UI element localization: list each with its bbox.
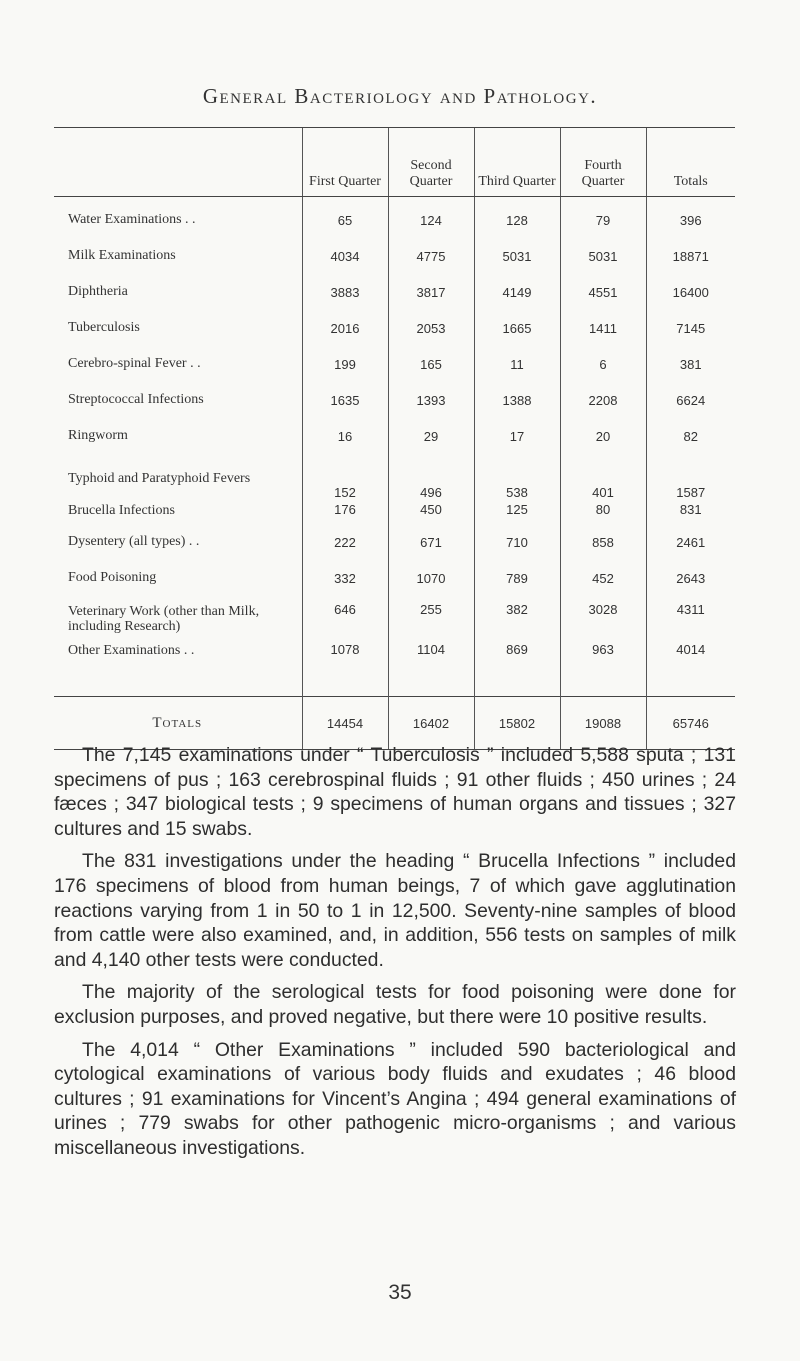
cell-total: 82	[646, 418, 735, 454]
cell-value: 1665	[474, 310, 560, 346]
total-third-quarter: 15802	[474, 697, 560, 750]
cell-value: 176	[302, 502, 388, 524]
cell-value: 1635	[302, 382, 388, 418]
cell-value: 124	[388, 197, 474, 239]
cell-total: 7145	[646, 310, 735, 346]
cell-value: 1070	[388, 560, 474, 596]
table-row	[54, 382, 735, 418]
cell-value: 3028	[560, 596, 646, 642]
paragraph-tuberculosis: The 7,145 examinations under “ Tuberculosis ” included 5,588 sputa ; 131 specimens of pus ; 163 cerebrospinal fluids ; 91 other fluids ; 450 urines ; 24 fæces ; 347 biological tests ; 9 specimens of human organs and tissues ; 327 cultures and 15 swabs.	[54, 744, 736, 840]
cell-value: 496	[388, 454, 474, 502]
header-category	[54, 128, 302, 197]
paragraph-food-poisoning: The majority of the serological tests for food poisoning were done for exclusion purposes, and proved negative, but there were 10 positive results.	[54, 981, 736, 1028]
cell-value: 538	[474, 454, 560, 502]
page-number: 35	[388, 1281, 412, 1304]
table-row	[54, 454, 735, 502]
total-first-quarter: 14454	[302, 697, 388, 750]
table-row	[54, 596, 735, 642]
row-label: Streptococcal Infections	[68, 392, 204, 407]
row-label: Diphtheria	[68, 284, 128, 299]
cell-value: 869	[474, 642, 560, 664]
cell-value: 5031	[474, 238, 560, 274]
row-label: Typhoid and Paratyphoid Fevers	[68, 470, 251, 486]
cell-value: 4551	[560, 274, 646, 310]
row-label: Cerebro-spinal Fever . .	[68, 356, 201, 371]
cell-value: 80	[560, 502, 646, 524]
examinations-table	[54, 127, 735, 750]
cell-value: 710	[474, 524, 560, 560]
row-label: Tuberculosis	[68, 320, 140, 335]
row-label: Ringworm	[68, 428, 128, 443]
table-row	[54, 238, 735, 274]
row-label: Dysentery (all types) . .	[68, 534, 200, 549]
cell-value: 858	[560, 524, 646, 560]
paragraph-brucella: The 831 investigations under the heading “ Brucella Infections ” included 176 specimens of blood from human beings, 7 of which gave agglutination reactions varying from 1 in 50 to 1 in 12,500. Seventy-nine samples of blood from cattle were also examined, and, in addition, 556 tests on samples of milk and 4,140 other tests were conducted.	[54, 850, 736, 971]
body-text	[54, 743, 736, 1169]
cell-value: 222	[302, 524, 388, 560]
cell-value: 125	[474, 502, 560, 524]
header-fourth-quarter: Fourth Quarter	[560, 128, 646, 197]
cell-value: 1078	[302, 642, 388, 664]
grand-total: 65746	[646, 697, 735, 750]
cell-value: 382	[474, 596, 560, 642]
table-row	[54, 274, 735, 310]
cell-total: 1587	[646, 454, 735, 502]
table-row	[54, 418, 735, 454]
cell-value: 4775	[388, 238, 474, 274]
table-row	[54, 310, 735, 346]
cell-total: 4014	[646, 642, 735, 664]
cell-total: 2461	[646, 524, 735, 560]
table-spacer-row	[54, 664, 735, 697]
cell-value: 2053	[388, 310, 474, 346]
cell-value: 2016	[302, 310, 388, 346]
cell-value: 6	[560, 346, 646, 382]
header-second-quarter: Second Quarter	[388, 128, 474, 197]
table-row	[54, 197, 735, 239]
cell-value: 646	[302, 596, 388, 642]
header-totals: Totals	[646, 128, 735, 197]
cell-value: 20	[560, 418, 646, 454]
table-row	[54, 502, 735, 524]
cell-value: 671	[388, 524, 474, 560]
row-label: Brucella Infections	[68, 503, 175, 518]
cell-value: 1393	[388, 382, 474, 418]
cell-value: 3817	[388, 274, 474, 310]
cell-value: 789	[474, 560, 560, 596]
row-label: Water Examinations . .	[68, 212, 196, 227]
cell-value: 165	[388, 346, 474, 382]
cell-value: 963	[560, 642, 646, 664]
table-row	[54, 524, 735, 560]
cell-value: 2208	[560, 382, 646, 418]
cell-value: 152	[302, 454, 388, 502]
cell-value: 128	[474, 197, 560, 239]
cell-value: 3883	[302, 274, 388, 310]
cell-total: 16400	[646, 274, 735, 310]
cell-value: 16	[302, 418, 388, 454]
cell-value: 17	[474, 418, 560, 454]
totals-row	[54, 697, 735, 750]
cell-total: 381	[646, 346, 735, 382]
row-label: Food Poisoning	[68, 570, 157, 585]
cell-value: 332	[302, 560, 388, 596]
total-fourth-quarter: 19088	[560, 697, 646, 750]
cell-total: 831	[646, 502, 735, 524]
cell-value: 79	[560, 197, 646, 239]
table-row	[54, 560, 735, 596]
cell-total: 396	[646, 197, 735, 239]
cell-total: 6624	[646, 382, 735, 418]
cell-value: 5031	[560, 238, 646, 274]
cell-value: 199	[302, 346, 388, 382]
table-row	[54, 642, 735, 664]
total-second-quarter: 16402	[388, 697, 474, 750]
cell-value: 1104	[388, 642, 474, 664]
page-heading: General Bacteriology and Pathology.	[202, 84, 598, 108]
header-first-quarter: First Quarter	[302, 128, 388, 197]
cell-value: 11	[474, 346, 560, 382]
cell-value: 450	[388, 502, 474, 524]
paragraph-other-examinations: The 4,014 “ Other Examinations ” included 590 bacteriological and cytological examinations of various body fluids and exudates ; 46 blood cultures ; 91 examinations for Vincent’s Angina ; 494 general examinations of urines ; 779 swabs for other pathogenic micro-organisms ; and various miscellaneous investigations.	[54, 1038, 736, 1159]
cell-value: 452	[560, 560, 646, 596]
header-third-quarter: Third Quarter	[474, 128, 560, 197]
table-row	[54, 346, 735, 382]
totals-label: Totals	[54, 697, 302, 750]
cell-total: 18871	[646, 238, 735, 274]
cell-value: 29	[388, 418, 474, 454]
row-label: Milk Examinations	[68, 248, 176, 263]
cell-total: 4311	[646, 596, 735, 642]
cell-value: 1388	[474, 382, 560, 418]
cell-value: 255	[388, 596, 474, 642]
table-header-row	[54, 128, 735, 197]
cell-value: 4034	[302, 238, 388, 274]
row-label: Veterinary Work (other than Milk, including Research)	[68, 604, 260, 634]
cell-value: 1411	[560, 310, 646, 346]
cell-value: 65	[302, 197, 388, 239]
cell-value: 401	[560, 454, 646, 502]
cell-total: 2643	[646, 560, 735, 596]
row-label: Other Examinations . .	[68, 643, 195, 658]
cell-value: 4149	[474, 274, 560, 310]
